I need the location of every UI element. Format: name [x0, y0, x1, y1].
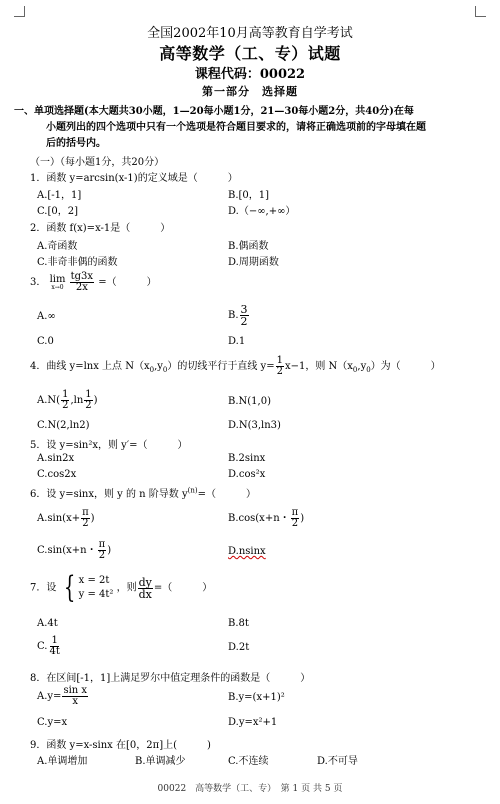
- q6-a-den: 2: [82, 518, 89, 529]
- q6-c-pre: C.sin(x+n・: [37, 545, 97, 556]
- q4-sub2: 0: [352, 366, 358, 374]
- q4-a-num2: 1: [85, 389, 92, 400]
- q8-a-frac: [62, 686, 88, 707]
- q7-derivative: [138, 577, 153, 600]
- q6-option-c: [37, 540, 111, 561]
- q5-option-d: D.cos²x: [228, 469, 266, 480]
- instruction-line-1: 一、单项选择题(本大题共30小题，1—20每小题1分，21—30每小题2分，共40分)在每: [14, 106, 414, 117]
- q6-b-pre: B.cos(x+n・: [228, 513, 290, 524]
- q7-mid: ，则: [116, 582, 137, 594]
- q7-dden: dx: [138, 587, 152, 601]
- q3-denominator: 2x: [75, 282, 88, 293]
- q3-option-a: A.∞: [37, 311, 56, 322]
- q3-number: 3．: [30, 277, 47, 288]
- q7-c-den: 4t: [49, 646, 60, 657]
- q3-option-d: D.1: [228, 336, 246, 347]
- q4-sub3: 0: [366, 366, 371, 374]
- q3-limit: [50, 275, 66, 291]
- q8-option-c: C.y=x: [37, 717, 68, 728]
- q6-c-num: π: [98, 539, 106, 550]
- q2-option-b: B.偶函数: [228, 241, 269, 252]
- q6-b-frac: [291, 508, 300, 529]
- q4-half: [276, 356, 284, 377]
- subject-title: 高等数学（工、专）试题: [159, 44, 341, 63]
- q7-eq2: y = 4t²: [78, 589, 114, 600]
- q8-option-b: B.y=(x+1)²: [228, 692, 285, 703]
- q1-option-a: A.[-1，1]: [37, 190, 82, 201]
- q7-post: =（ ）: [153, 582, 213, 594]
- q8-option-d: D.y=x²+1: [228, 717, 278, 728]
- q4-half-den: 2: [276, 366, 283, 377]
- question-3: [30, 272, 157, 293]
- instruction-line-3: 后的括号内。: [46, 138, 106, 149]
- part-title: 第一部分 选择题: [202, 85, 298, 98]
- question-9: 9．函数 y=x-sinx 在[0，2π]上( ): [30, 740, 211, 751]
- q1-option-d: D.（−∞,+∞）: [228, 206, 296, 217]
- corner-mark-left: [14, 6, 25, 17]
- q8-a-den: x: [72, 696, 79, 707]
- q6-a-num: π: [82, 507, 89, 518]
- q5-option-a: A.sin2x: [37, 453, 75, 464]
- q6-c-den: 2: [98, 550, 106, 561]
- q2-option-a: A.奇函数: [37, 241, 78, 252]
- q3-fraction: [70, 272, 94, 293]
- q7-c-frac: [48, 636, 60, 657]
- q7-option-a: A.4t: [37, 618, 58, 629]
- q7-c-num: 1: [51, 635, 58, 646]
- q6-sup: (n): [187, 486, 198, 495]
- q5-option-b: B.2sinx: [228, 453, 266, 464]
- q6-option-b: [228, 508, 304, 529]
- q4-a-frac2: [84, 390, 92, 411]
- q4-stem-e: ,y: [357, 361, 367, 372]
- q7-eq1: x = 2t: [78, 575, 110, 586]
- q4-option-a: [37, 390, 98, 411]
- q4-stem-b: ,y: [154, 361, 163, 372]
- question-7: [30, 570, 213, 605]
- q7-brace: {: [63, 570, 75, 605]
- q6-option-d: [228, 546, 266, 557]
- q7-option-b: B.8t: [228, 618, 249, 629]
- q7-c-label: C.: [37, 641, 48, 652]
- q4-option-d: D.N(3,ln3): [228, 420, 281, 431]
- q3-option-c: C.0: [37, 336, 54, 347]
- q3-option-b: B. $\frac{3}{2}$: [228, 303, 248, 328]
- q3-b-den: 2: [240, 315, 248, 328]
- q3-b-num: 3: [240, 303, 248, 316]
- question-6: [30, 485, 256, 500]
- q7-equations: [79, 574, 114, 602]
- question-2: 2．函数 f(x)=x-1是（ ）: [30, 223, 171, 234]
- q9-option-b: B.单调减少: [135, 756, 186, 767]
- q7-option-c: [37, 636, 62, 657]
- q4-a-mid: ,ln: [70, 395, 84, 406]
- q9-option-d: D.不可导: [317, 756, 358, 767]
- q7-dnum: dy: [138, 575, 152, 589]
- q9-option-a: A.单调增加: [37, 756, 88, 767]
- section-note: （一）（每小题1分，共20分）: [30, 157, 165, 168]
- q4-sub1: 0: [162, 366, 168, 374]
- q7-option-d: D.2t: [228, 642, 250, 653]
- q6-b-post: ): [300, 513, 305, 524]
- instruction-line-2: 小题列出的四个选项中只有一个选项是符合题目要求的，请将正确选项前的字母填在题: [46, 122, 426, 133]
- q6-b-den: 2: [291, 518, 299, 529]
- q4-a-den: 2: [62, 400, 69, 411]
- corner-mark-right: [475, 6, 486, 17]
- course-code: 课程代码：00022: [194, 67, 306, 82]
- question-4: [30, 356, 441, 377]
- q6-d-text: D.nsinx: [228, 546, 266, 557]
- q4-stem-f: ）为（ ）: [370, 361, 441, 372]
- q3-option-b-fraction: [240, 304, 249, 327]
- q6-option-a: [37, 508, 95, 529]
- exam-title: 全国2002年10月高等教育自学考试: [147, 26, 353, 41]
- q7-pre: 7．设: [30, 582, 57, 594]
- q4-a-den2: 2: [85, 400, 92, 411]
- q4-stem-a: 4．曲线 y=lnx 上点 N（x: [30, 361, 150, 372]
- q3-lim-word: lim: [49, 273, 66, 285]
- q4-stem-c: ）的切线平行于直线 y=: [167, 361, 275, 372]
- question-1: 1．函数 y=arcsin(x-1)的定义域是（ ）: [30, 173, 238, 184]
- question-5: 5．设 y=sin²x，则 y′=（ ）: [30, 440, 188, 451]
- q4-stem-d: x−1，则 N（x: [284, 361, 353, 372]
- q6-stem-a: 6．设 y=sinx，则 y 的 n 阶导数 y: [30, 489, 188, 500]
- q4-option-b: B.N(1,0): [228, 396, 271, 407]
- q4-half-num: 1: [276, 355, 283, 366]
- q6-b-num: π: [291, 507, 299, 518]
- q8-a-num: sin x: [63, 685, 88, 696]
- q8-a-pre: A.y=: [37, 691, 62, 702]
- q7-system: [60, 570, 114, 605]
- q6-c-post: ): [107, 545, 112, 556]
- q4-a-num: 1: [62, 389, 69, 400]
- q2-option-c: C.非奇非偶的函数: [37, 257, 118, 268]
- question-8: 8．在区间[-1，1]上满足罗尔中值定理条件的函数是（ ）: [30, 673, 311, 684]
- q4-a-pre: A.N(: [37, 395, 61, 406]
- q3-lim-to: x→0: [51, 283, 64, 291]
- q2-option-d: D.周期函数: [228, 257, 279, 268]
- q1-option-c: C.[0，2]: [37, 206, 79, 217]
- q6-c-frac: [98, 540, 107, 561]
- q1-option-b: B.[0，1]: [228, 190, 270, 201]
- q6-a-pre: A.sin(x+: [37, 513, 81, 524]
- q6-a-post: ): [90, 513, 95, 524]
- q3-stem-end: =（ ）: [98, 277, 157, 288]
- q6-a-frac: [81, 508, 90, 529]
- q4-a-frac: [61, 390, 69, 411]
- q3-numerator: tg3x: [70, 271, 94, 282]
- q8-option-a: [37, 686, 89, 707]
- q4-sub0: 0: [149, 366, 155, 374]
- q4-a-post: ): [93, 395, 98, 406]
- q9-option-c: C.不连续: [228, 756, 269, 767]
- page-footer: 00022 高等数学（工、专） 第 1 页 共 5 页: [157, 784, 343, 794]
- q4-option-c: C.N(2,ln2): [37, 420, 90, 431]
- q6-stem-b: =（ ）: [197, 489, 256, 500]
- q5-option-c: C.cos2x: [37, 469, 77, 480]
